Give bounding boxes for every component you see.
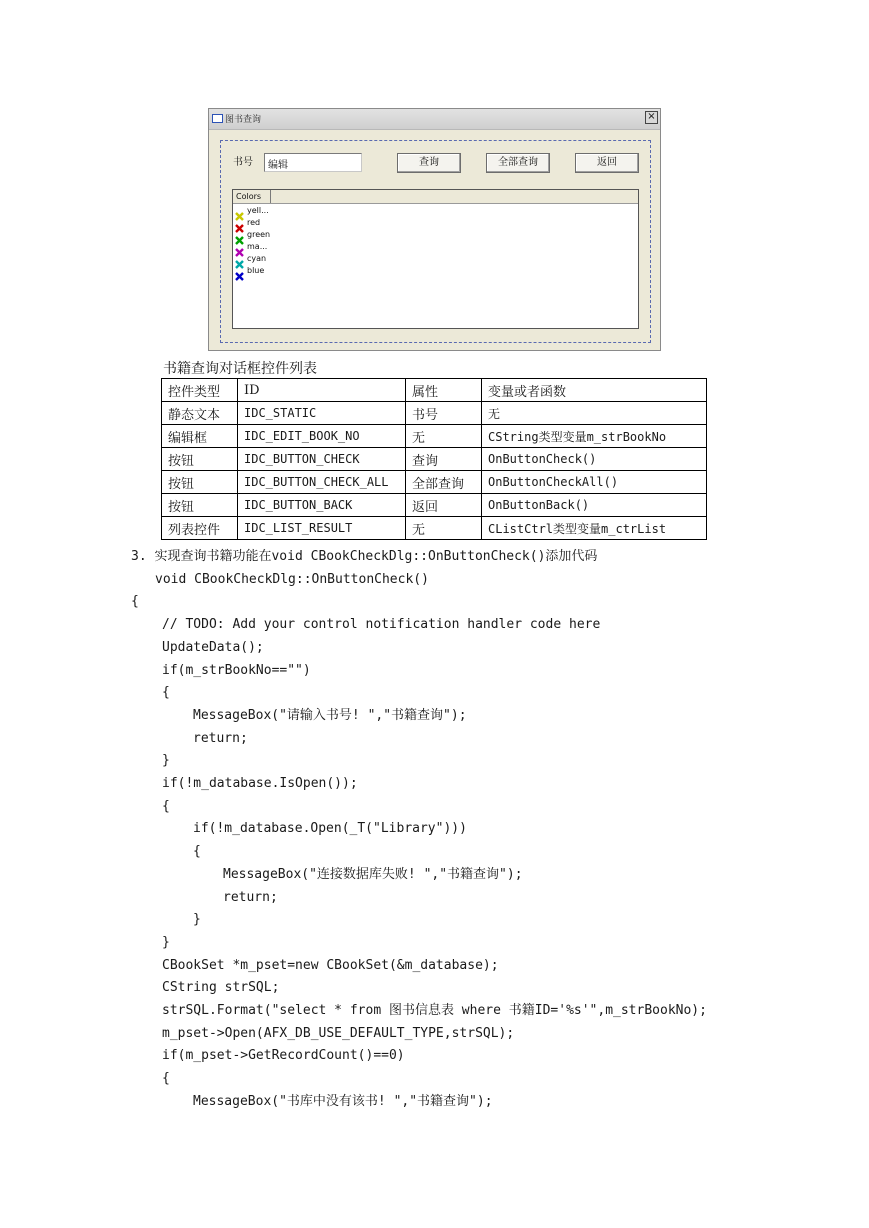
list-column-colors[interactable]: Colors [233, 190, 271, 203]
dialog-title-bar[interactable] [209, 109, 660, 130]
list-item-label: cyan [247, 254, 267, 263]
code-line: { [162, 1071, 170, 1087]
table-cell: 查询 [406, 448, 482, 471]
table-cell: IDC_BUTTON_BACK [238, 494, 406, 517]
color-swatch-icon [235, 254, 244, 263]
table-cell: IDC_LIST_RESULT [238, 517, 406, 540]
list-item-label: red [247, 218, 261, 227]
code-line: { [162, 685, 170, 701]
table-caption: 书籍查询对话框控件列表 [163, 361, 317, 377]
code-line: if(!m_database.Open(_T("Library"))) [193, 821, 467, 837]
code-line: m_pset->Open(AFX_DB_USE_DEFAULT_TYPE,strSQL); [162, 1025, 515, 1041]
table-header-cell: ID [238, 379, 406, 402]
table-cell: 无 [406, 425, 482, 448]
table-row [162, 402, 707, 425]
book-query-dialog [208, 108, 661, 351]
dialog-title: 图书查询 [225, 115, 262, 125]
code-line: CBookSet *m_pset=new CBookSet(&m_database); [162, 957, 499, 973]
result-list[interactable] [232, 189, 639, 329]
table-header-cell: 变量或者函数 [482, 379, 707, 402]
color-swatch-icon [235, 230, 244, 239]
list-header [233, 190, 638, 204]
code-line: MessageBox("请输入书号! ","书籍查询"); [193, 707, 467, 723]
table-cell: OnButtonCheck() [482, 448, 707, 471]
table-cell: CListCtrl类型变量m_ctrList [482, 517, 707, 540]
code-line: { [162, 798, 170, 814]
book-no-label: 书号 [233, 157, 253, 168]
code-line: } [162, 934, 170, 950]
table-header-row [162, 379, 707, 402]
window-icon [212, 114, 223, 123]
table-cell: 列表控件 [162, 517, 238, 540]
controls-table [161, 378, 707, 540]
code-line: if(m_strBookNo=="") [162, 662, 311, 678]
query-button[interactable]: 查询 [397, 153, 461, 173]
table-row [162, 448, 707, 471]
code-line: if(!m_database.IsOpen()); [162, 776, 358, 791]
table-cell: IDC_EDIT_BOOK_NO [238, 425, 406, 448]
table-cell: IDC_BUTTON_CHECK [238, 448, 406, 471]
code-line: if(m_pset->GetRecordCount()==0) [162, 1048, 405, 1064]
table-cell: IDC_BUTTON_CHECK_ALL [238, 471, 406, 494]
code-line: } [162, 753, 170, 769]
color-swatch-icon [235, 218, 244, 227]
table-cell: OnButtonCheckAll() [482, 471, 707, 494]
table-row [162, 425, 707, 448]
table-row [162, 471, 707, 494]
list-item-label: ma... [247, 242, 268, 251]
color-swatch-icon [235, 242, 244, 251]
query-all-button[interactable]: 全部查询 [486, 153, 550, 173]
code-line: void CBookCheckDlg::OnButtonCheck() [155, 571, 429, 587]
section-heading: 3. 实现查询书籍功能在void CBookCheckDlg::OnButtonCheck()添加代码 [131, 549, 598, 564]
code-line: CString strSQL; [162, 980, 280, 996]
table-cell: 全部查询 [406, 471, 482, 494]
table-cell: IDC_STATIC [238, 402, 406, 425]
code-line: } [193, 912, 201, 928]
table-cell: 编辑框 [162, 425, 238, 448]
table-cell: 按钮 [162, 448, 238, 471]
table-cell: 按钮 [162, 494, 238, 517]
back-button[interactable]: 返回 [575, 153, 639, 173]
code-line: MessageBox("连接数据库失败! ","书籍查询"); [223, 866, 523, 882]
close-button[interactable]: × [645, 111, 658, 124]
list-item-label: green [247, 230, 271, 239]
table-cell: 按钮 [162, 471, 238, 494]
code-line: UpdateData(); [162, 639, 264, 655]
table-header-cell: 属性 [406, 379, 482, 402]
table-cell: 无 [406, 517, 482, 540]
code-line: // TODO: Add your control notification handler code here [162, 617, 601, 633]
book-no-input[interactable]: 编辑 [264, 153, 362, 172]
color-swatch-icon [235, 206, 244, 215]
table-cell: 无 [482, 402, 707, 425]
code-line: return; [193, 730, 248, 746]
table-cell: 书号 [406, 402, 482, 425]
table-row [162, 494, 707, 517]
code-line: MessageBox("书库中没有该书! ","书籍查询"); [193, 1093, 493, 1109]
list-item-label: yell... [247, 206, 269, 215]
table-cell: CString类型变量m_strBookNo [482, 425, 707, 448]
code-line: { [131, 594, 139, 610]
table-row [162, 517, 707, 540]
code-line: { [193, 844, 201, 860]
table-header-cell: 控件类型 [162, 379, 238, 402]
list-item-label: blue [247, 266, 265, 275]
code-line: return; [223, 889, 278, 905]
table-cell: OnButtonBack() [482, 494, 707, 517]
table-cell: 返回 [406, 494, 482, 517]
table-cell: 静态文本 [162, 402, 238, 425]
code-line: strSQL.Format("select * from 图书信息表 where 书籍ID='%s'",m_strBookNo); [162, 1003, 707, 1018]
color-swatch-icon [235, 266, 244, 275]
